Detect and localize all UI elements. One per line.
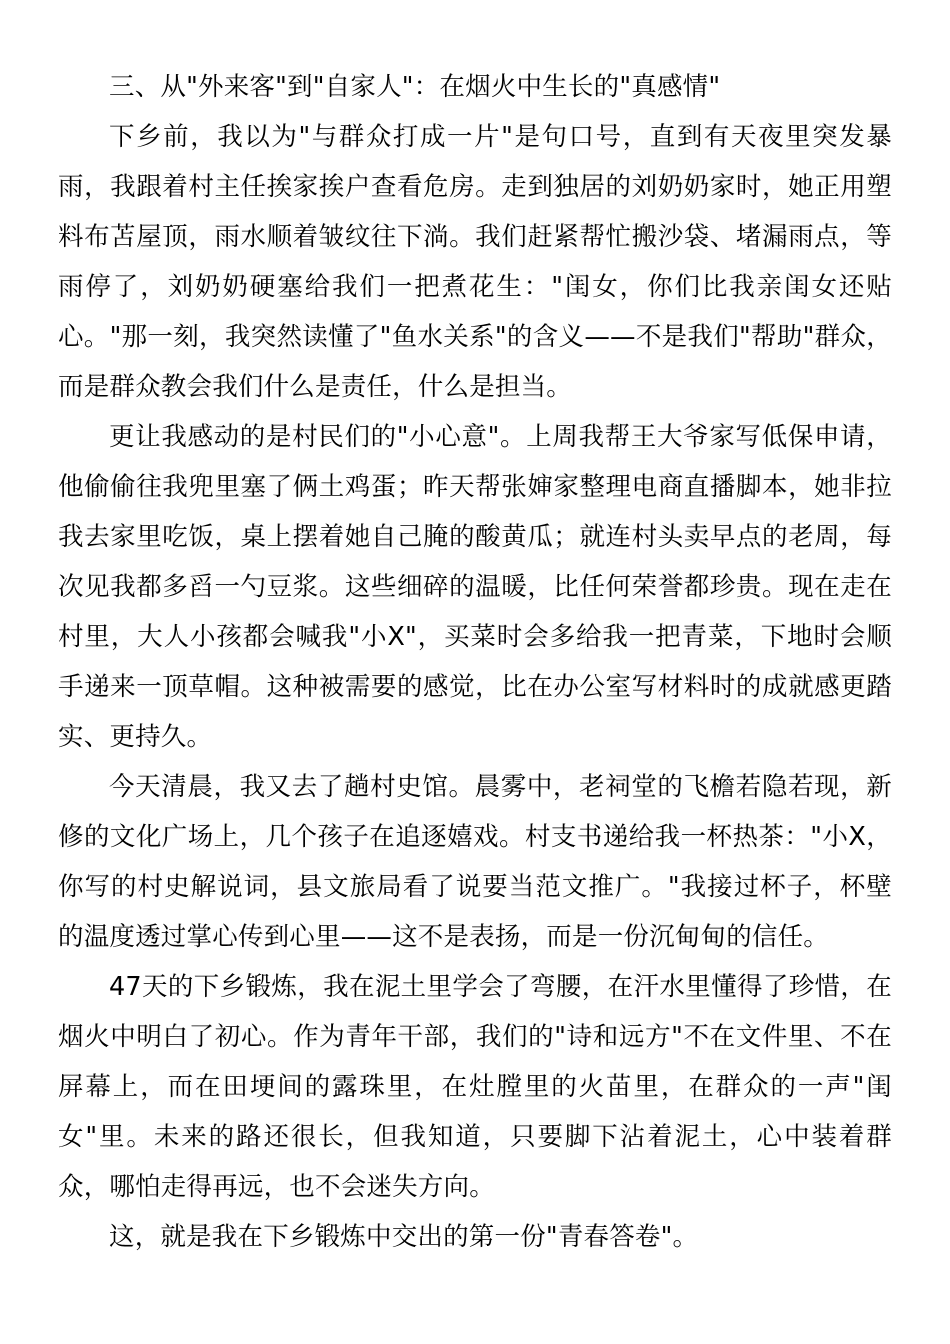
section-heading: 三、从"外来客"到"自家人"：在烟火中生长的"真感情" bbox=[109, 72, 721, 102]
paragraph-kindness: 更让我感动的是村民们的"小心意"。上周我帮王大爷家写低保申请，他偷偷往我兜里塞了俩土鸡蛋；昨天帮张婶家整理电商直播脚本，她非拉我去家里吃饭，桌上摆着她自己腌的酸黄瓜；就连村头卖早点的老周，每次见我都多舀一勺豆浆。这些细碎的温暖，比任何荣誉都珍贵。现在走在村里，大人小孩都会喊我"小X"，买菜时会多给我一把青菜，下地时会顺手递来一顶草帽。这种被需要的感觉，比在办公室写材料时的成就感更踏实、更持久。 bbox=[58, 422, 892, 752]
paragraph-village-history: 今天清晨，我又去了趟村史馆。晨雾中，老祠堂的飞檐若隐若现，新修的文化广场上，几个孩子在追逐嬉戏。村支书递给我一杯热茶："小X，你写的村史解说词，县文旅局看了说要当范文推广。"我接过杯子，杯壁的温度透过掌心传到心里——这不是表扬，而是一份沉甸甸的信任。 bbox=[58, 772, 892, 952]
paragraph-conclusion: 这，就是我在下乡锻炼中交出的第一份"青春答卷"。 bbox=[109, 1222, 699, 1252]
paragraph-47-days: 47天的下乡锻炼，我在泥土里学会了弯腰，在汗水里懂得了珍惜，在烟火中明白了初心。作为青年干部，我们的"诗和远方"不在文件里、不在屏幕上，而在田埂间的露珠里，在灶膛里的火苗里，在群众的一声"闺女"里。未来的路还很长，但我知道，只要脚下沾着泥土，心中装着群众，哪怕走得再远，也不会迷失方向。 bbox=[58, 972, 892, 1202]
paragraph-rainstorm: 下乡前，我以为"与群众打成一片"是句口号，直到有天夜里突发暴雨，我跟着村主任挨家挨户查看危房。走到独居的刘奶奶家时，她正用塑料布苫屋顶，雨水顺着皱纹往下淌。我们赶紧帮忙搬沙袋、堵漏雨点，等雨停了，刘奶奶硬塞给我们一把煮花生："闺女，你们比我亲闺女还贴心。"那一刻，我突然读懂了"鱼水关系"的含义——不是我们"帮助"群众，而是群众教会我们什么是责任，什么是担当。 bbox=[58, 122, 892, 402]
document-page bbox=[58, 62, 892, 1262]
